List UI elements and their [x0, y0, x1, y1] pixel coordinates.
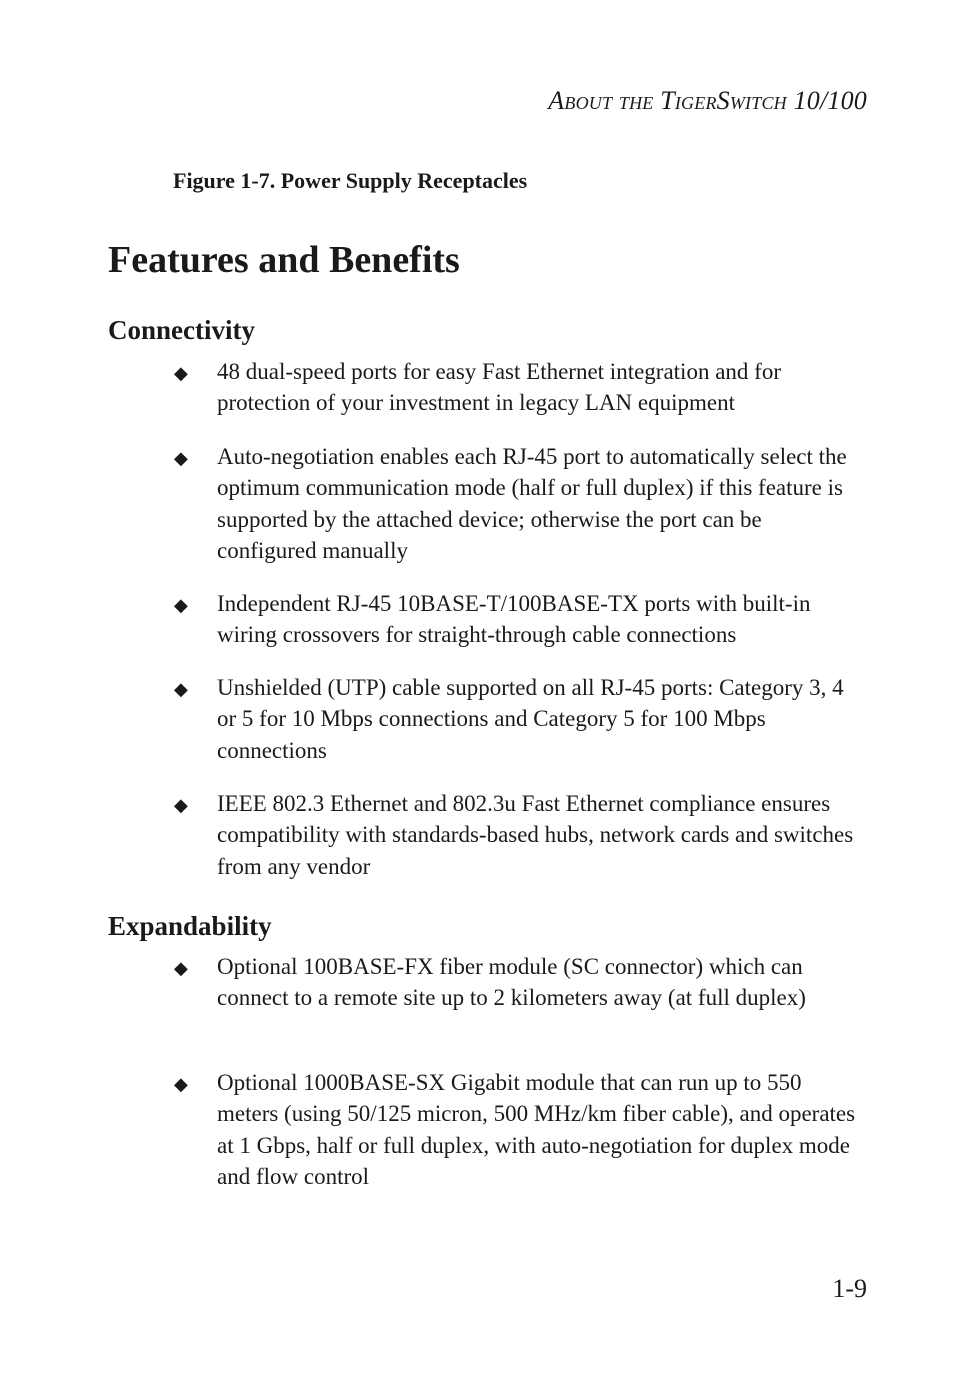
bullet-diamond-icon: ◆ — [174, 595, 188, 615]
bullet-diamond-icon: ◆ — [174, 795, 188, 815]
list-item-text: IEEE 802.3 Ethernet and 802.3u Fast Ethernet compliance ensures compatibility with standards-based hubs, network cards and switches from any vendor — [217, 791, 854, 879]
expandability-heading: Expandability — [108, 911, 272, 941]
bullet-diamond-icon: ◆ — [174, 1074, 188, 1094]
header-t: T — [660, 86, 675, 115]
list-item-text: Optional 1000BASE-SX Gigabit module that can run up to 550 meters (using 50/125 micron, 500 MHz/km fiber cable), and operates at 1 Gbps, half or full duplex, with auto-negotiation for duplex mode and flow control — [217, 1070, 856, 1190]
bullet-diamond-icon: ◆ — [174, 363, 188, 383]
list-item-text: Auto-negotiation enables each RJ-45 port to automatically select the optimum communication mode (half or full duplex) if this feature is supported by the attached device; otherwise the port can be configured manually — [217, 444, 847, 564]
header-witch: witch — [729, 86, 787, 115]
header-iger: iger — [674, 86, 717, 115]
figure-caption: Figure 1-7. Power Supply Receptacles — [173, 168, 528, 193]
list-item-text: Independent RJ-45 10BASE-T/100BASE-TX ports with built-in wiring crossovers for straight-through cable connections — [217, 591, 811, 648]
running-header — [548, 86, 867, 116]
bullet-diamond-icon: ◆ — [174, 448, 188, 468]
bullet-diamond-icon: ◆ — [174, 679, 188, 699]
list-item-text: 48 dual-speed ports for easy Fast Ethernet integration and for protection of your investment in legacy LAN equipment — [217, 359, 781, 416]
header-a: A — [548, 86, 565, 115]
page-number: 1-9 — [832, 1274, 867, 1303]
bullet-diamond-icon: ◆ — [174, 958, 188, 978]
list-item-text: Optional 100BASE-FX fiber module (SC connector) which can connect to a remote site up to 2 kilometers away (at full duplex) — [217, 954, 806, 1011]
connectivity-heading: Connectivity — [108, 315, 255, 345]
header-model: 10/100 — [786, 86, 867, 115]
section-title: Features and Benefits — [108, 239, 460, 281]
list-item-text: Unshielded (UTP) cable supported on all RJ-45 ports: Category 3, 4 or 5 for 10 Mbps connections and Category 5 for 100 Mbps connections — [217, 675, 844, 763]
header-s: S — [716, 86, 730, 115]
header-bout-the: bout the — [564, 86, 661, 115]
